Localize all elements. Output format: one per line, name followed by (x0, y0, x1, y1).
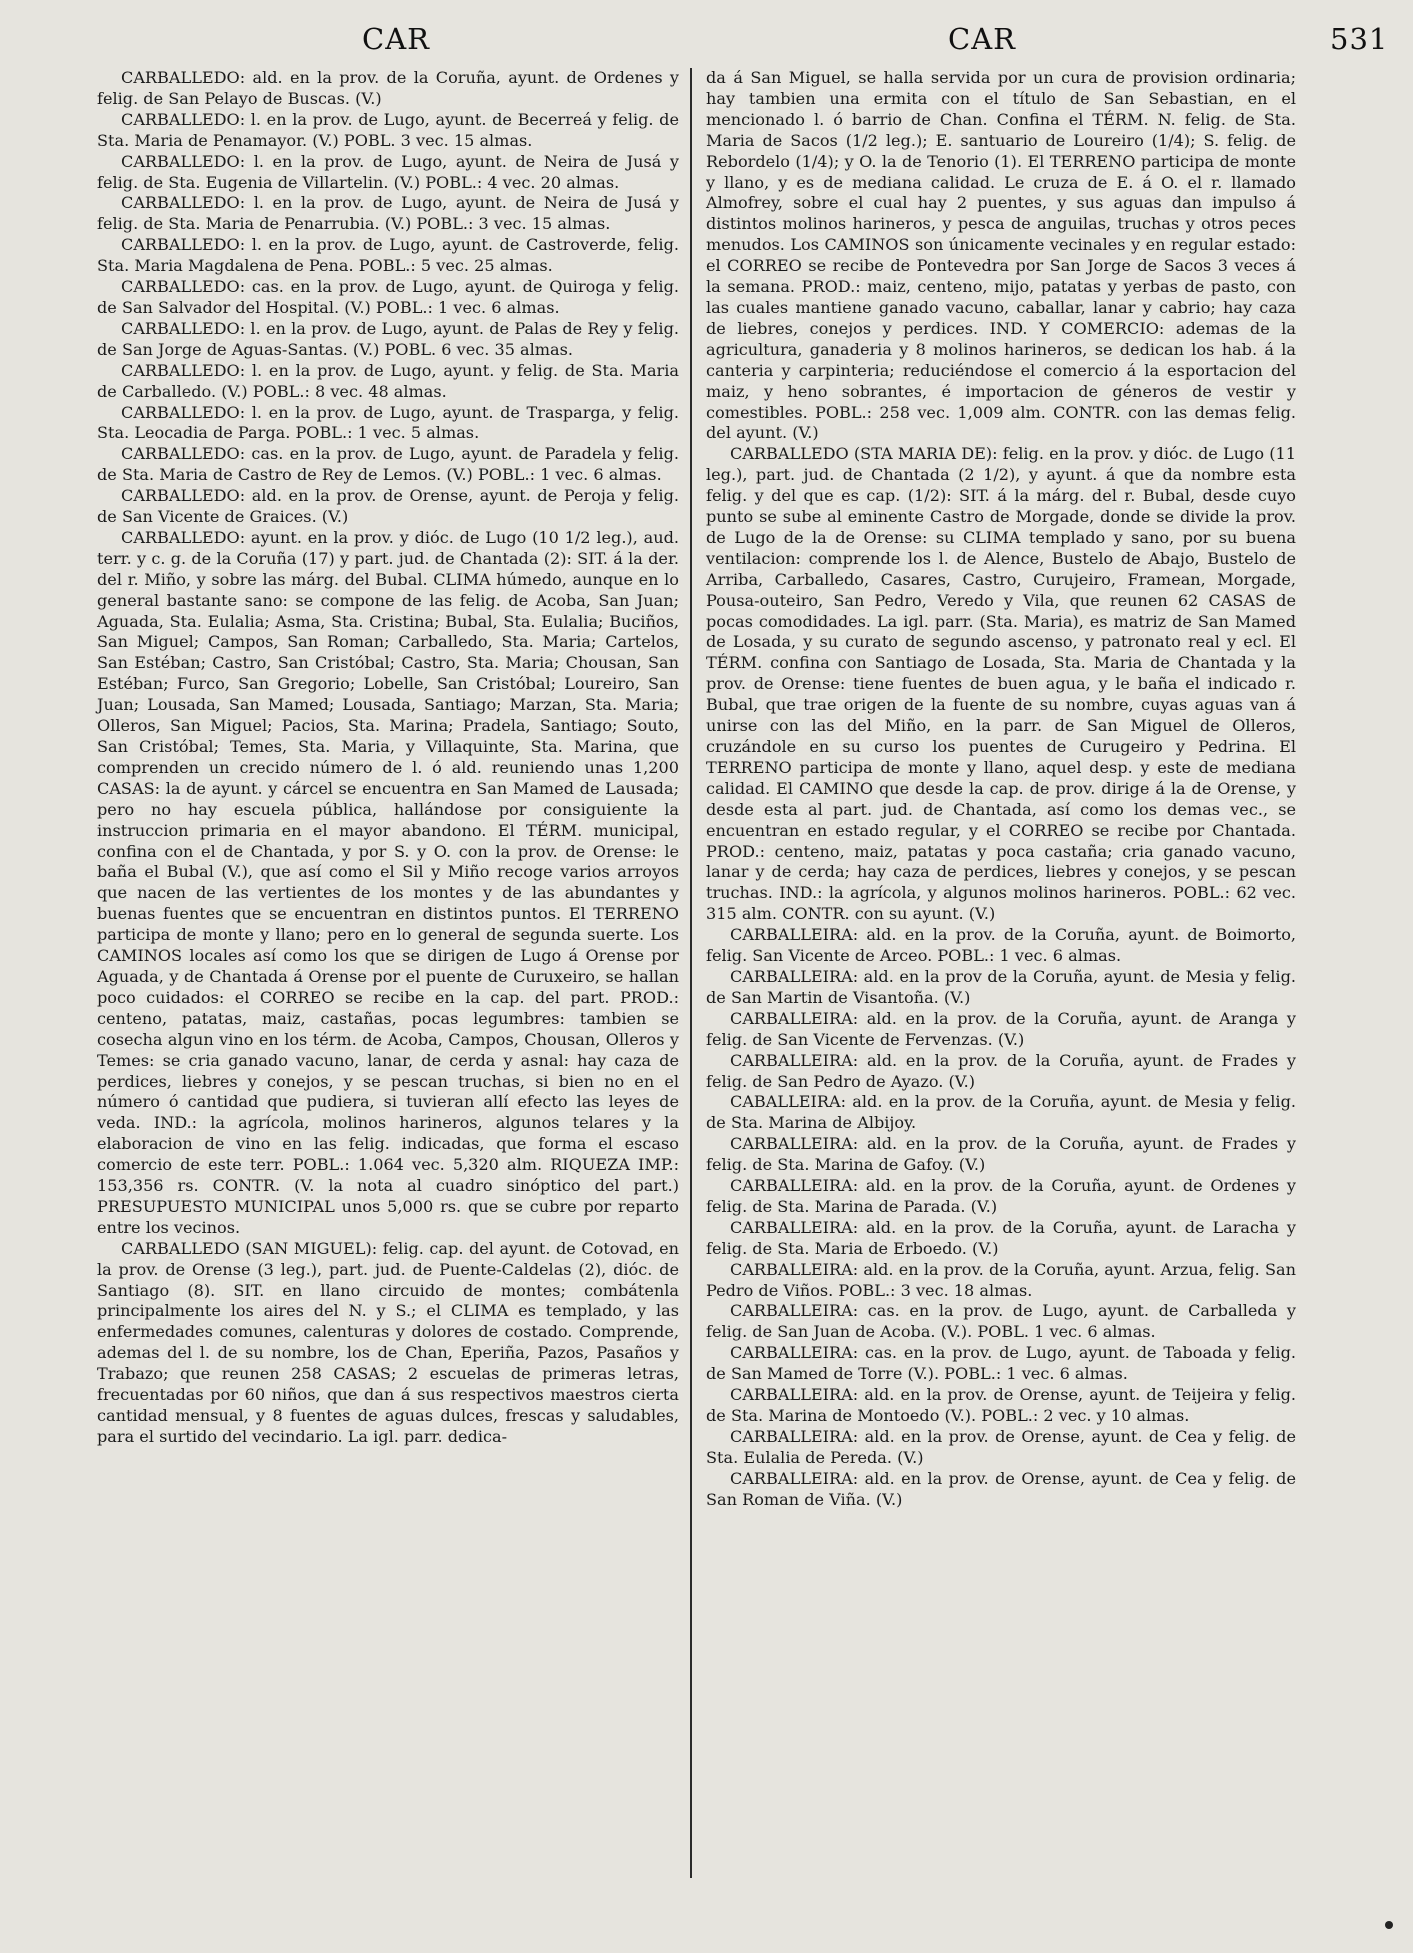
entry: CARBALLEIRA: ald. en la prov. de la Coruña, ayunt. Arzua, felig. San Pedro de Viños. POBL.: 3 vec. 18 almas. (706, 1259, 1296, 1300)
entry: CARBALLEIRA: ald. en la prov. de la Coruña, ayunt. de Boimorto, felig. San Vicente de Arceo. POBL.: 1 vec. 6 almas. (706, 925, 1296, 966)
running-head-left: CAR (362, 22, 430, 56)
entry: CARBALLEDO: cas. en la prov. de Lugo, ayunt. de Paradela y felig. de Sta. Maria de Castro de Rey de Lemos. (V.) POBL.: 1 vec. 6 almas. (97, 444, 679, 485)
entry: CARBALLEDO: l. en la prov. de Lugo, ayunt. de Becerreá y felig. de Sta. Maria de Penamayor. (V.) POBL. 3 vec. 15 almas. (97, 109, 679, 150)
entry: CARBALLEIRA: cas. en la prov. de Lugo, ayunt. de Taboada y felig. de San Mamed de Torre (V.). POBL.: 1 vec. 6 almas. (706, 1343, 1296, 1384)
column-divider (690, 68, 692, 1878)
entry: CARBALLEIRA: ald. en la prov. de la Coruña, ayunt. de Ordenes y felig. de Sta. Marina de Parada. (V.) (706, 1176, 1296, 1216)
entry: CARBALLEIRA: ald. en la prov de la Coruña, ayunt. de Mesia y felig. de San Martin de Visantoña. (V.) (706, 966, 1296, 1007)
entry: CARBALLEIRA: ald. en la prov. de la Coruña, ayunt. de Laracha y felig. de Sta. Maria de Erboedo. (V.) (706, 1217, 1296, 1258)
entry: CARBALLEDO: l. en la prov. de Lugo, ayunt. de Trasparga, y felig. Sta. Leocadia de Parga. POBL.: 1 vec. 5 almas. (97, 402, 679, 443)
left-column (97, 68, 679, 1448)
entry-continuation: da á San Miguel, se halla servida por un cura de provision ordinaria; hay tambien una ermita con el título de San Sebastian, en el mencionado l. ó barrio de Chan. Confina el TÉRM. N. felig. de Sta. Maria de Sacos (1/2 leg.); E. santuario de Loureiro (1/4); S. felig. de Rebordelo (1/4); y O. la de Tenorio (1). El TERRENO participa de monte y llano, y es de mediana calidad. Le cruza de E. á O. el r. llamado Almofrey, sobre el cual hay 2 puentes, y sus aguas dan impulso á distintos molinos harineros, y pesca de anguilas, truchas y otros peces menudos. Los CAMINOS son únicamente vecinales y en regular estado: el CORREO se recibe de Pontevedra por San Jorge de Sacos 3 veces á la semana. PROD.: maiz, centeno, mijo, patatas y yerbas de pasto, con las cuales mantiene ganado vacuno, caballar, lanar y cabrio; hay caza de liebres, conejos y perdices. IND. Y COMERCIO: ademas de la agricultura, ganaderia y 8 molinos harineros, se dedican los hab. á la canteria y carpinteria; reduciéndose el comercio á la esportacion del maiz, y heno sobrantes, é importacion de géneros de vestir y comestibles. POBL.: 258 vec. 1,009 alm. CONTR. con las demas felig. del ayunt. (V.) (706, 68, 1296, 443)
entry: CARBALLEDO: ayunt. en la prov. y dióc. de Lugo (10 1/2 leg.), aud. terr. y c. g. de la Coruña (17) y part. jud. de Chantada (2): SIT. á la der. del r. Miño, y sobre las márg. del Bubal. CLIMA húmedo, aunque en lo general bastante sano: se compone de las felig. de Acoba, San Juan; Aguada, Sta. Eulalia; Asma, Sta. Cristina; Bubal, Sta. Eulalia; Buciños, San Miguel; Campos, San Roman; Carballedo, Sta. Maria; Cartelos, San Estéban; Castro, San Cristóbal; Castro, Sta. Maria; Chousan, San Estéban; Furco, San Gregorio; Lobelle, San Cristóbal; Loureiro, San Juan; Lousada, San Mamed; Lousada, Santiago; Marzan, Sta. Maria; Olleros, San Miguel; Pacios, Sta. Marina; Pradela, Santiago; Souto, San Cristóbal; Temes, Sta. Maria, y Villaquinte, Sta. Marina, que comprenden un crecido número de l. ó ald. reuniendo unas 1,200 CASAS: la de ayunt. y cárcel se encuentra en San Mamed de Lausada; pero no hay escuela pública, hallándose por consiguiente la instruccion primaria en el mayor abandono. El TÉRM. municipal, confina con el de Chantada, y por S. y O. con la prov. de Orense: le baña el Bubal (V.), que así como el Sil y Miño recoge varios arroyos que nacen de las vertientes de los montes y de las abundantes y buenas fuentes que se encuentran en distintos puntos. El TERRENO participa de monte y llano; pero en lo general de segunda suerte. Los CAMINOS locales así como los que se dirigen de Lugo á Orense por Aguada, y de Chantada á Orense por el puente de Curuxeiro, se hallan poco cuidados: el CORREO se recibe en la cap. del part. PROD.: centeno, patatas, maiz, castañas, pocas legumbres: tambien se cosecha algun vino en los térm. de Acoba, Campos, Chousan, Olleros y Temes: se cria ganado vacuno, lanar, de cerda y asnal: hay caza de perdices, liebres y conejos, y se pescan truchas, si bien no en el número ó cantidad que pudiera, si tuvieran allí efecto las leyes de veda. IND.: la agrícola, molinos harineros, algunos telares y la elaboracion de vino en las felig. indicadas, que forma el escaso comercio de este terr. POBL.: 1.064 vec. 5,320 alm. RIQUEZA IMP.: 153,356 rs. CONTR. (V. la nota al cuadro sinóptico del part.) PRESUPUESTO MUNICIPAL unos 5,000 rs. que se cubre por reparto entre los vecinos. (97, 527, 679, 1237)
entry: CARBALLEDO: l. en la prov. de Lugo, ayunt. de Palas de Rey y felig. de San Jorge de Aguas-Santas. (V.) POBL. 6 vec. 35 almas. (97, 318, 679, 359)
page-number: 531 (1330, 22, 1389, 56)
entry: CARBALLEDO: cas. en la prov. de Lugo, ayunt. de Quiroga y felig. de San Salvador del Hospital. (V.) POBL.: 1 vec. 6 almas. (97, 277, 679, 317)
right-column (706, 68, 1296, 1511)
entry: CARBALLEIRA: ald. en la prov. de Orense, ayunt. de Cea y felig. de Sta. Eulalia de Pereda. (V.) (706, 1426, 1296, 1467)
entry: CARBALLEDO: l. en la prov. de Lugo, ayunt. de Neira de Jusá y felig. de Sta. Maria de Penarrubia. (V.) POBL.: 3 vec. 15 almas. (97, 193, 679, 234)
entry: CARBALLEIRA: ald. en la prov. de la Coruña, ayunt. de Frades y felig. de Sta. Marina de Gafoy. (V.) (706, 1134, 1296, 1175)
entry: CABALLEIRA: ald. en la prov. de la Coruña, ayunt. de Mesia y felig. de Sta. Marina de Albijoy. (706, 1092, 1296, 1133)
entry: CARBALLEIRA: ald. en la prov. de la Coruña, ayunt. de Frades y felig. de San Pedro de Ayazo. (V.) (706, 1050, 1296, 1091)
running-head-right: CAR (948, 22, 1016, 56)
ink-speck (1385, 1921, 1393, 1929)
entry: CARBALLEIRA: ald. en la prov. de Orense, ayunt. de Cea y felig. de San Roman de Viña. (V.) (706, 1468, 1296, 1509)
entry: CARBALLEDO: l. en la prov. de Lugo, ayunt. de Neira de Jusá y felig. de Sta. Eugenia de Villartelin. (V.) POBL.: 4 vec. 20 almas. (97, 151, 679, 192)
entry: CARBALLEDO: l. en la prov. de Lugo, ayunt. y felig. de Sta. Maria de Carballedo. (V.) POBL.: 8 vec. 48 almas. (97, 360, 679, 401)
entry: CARBALLEDO: ald. en la prov. de la Coruña, ayunt. de Ordenes y felig. de San Pelayo de Buscas. (V.) (97, 68, 679, 108)
entry: CARBALLEIRA: ald. en la prov. de Orense, ayunt. de Teijeira y felig. de Sta. Marina de Montoedo (V.). POBL.: 2 vec. y 10 almas. (706, 1385, 1296, 1425)
entry: CARBALLEIRA: ald. en la prov. de la Coruña, ayunt. de Aranga y felig. de San Vicente de Fervenzas. (V.) (706, 1008, 1296, 1049)
entry: CARBALLEDO (SAN MIGUEL): felig. cap. del ayunt. de Cotovad, en la prov. de Orense (3 leg.), part. jud. de Puente-Caldelas (2), dióc. de Santiago (8). SIT. en llano circuido de montes; combátenla principalmente los aires del N. y S.; el CLIMA es templado, y las enfermedades comunes, calenturas y dolores de costado. Comprende, ademas del l. de su nombre, los de Chan, Eperiña, Pazos, Pasaños y Trabazo; que reunen 258 CASAS; 2 escuelas de primeras letras, frecuentadas por 60 niños, que dan á sus respectivos maestros cierta cantidad mensual, y 8 fuentes de aguas dulces, frescas y saludables, para el surtido del vecindario. La igl. parr. dedica- (97, 1238, 679, 1446)
entry: CARBALLEDO (STA MARIA DE): felig. en la prov. y dióc. de Lugo (11 leg.), part. jud. de Chantada (2 1/2), y ayunt. á que da nombre esta felig. y del que es cap. (1/2): SIT. á la márg. del r. Bubal, desde cuyo punto se sube al eminente Castro de Morgade, donde se divide la prov. de Lugo de la de Orense: su CLIMA templado y sano, por su buena ventilacion: comprende los l. de Alence, Bustelo de Abajo, Bustelo de Arriba, Carballedo, Casares, Castro, Curujeiro, Framean, Morgade, Pousa-outeiro, San Pedro, Veredo y Vila, que reunen 62 CASAS de pocas comodidades. La igl. parr. (Sta. Maria), es matriz de San Mamed de Losada, y su curato de segundo ascenso, y patronato real y ecl. El TÉRM. confina con Santiago de Losada, Sta. Maria de Chantada y la prov. de Orense: tiene fuentes de buen agua, y le baña el indicado r. Bubal, que trae origen de la fuente de su nombre, cuyas aguas van á unirse con las del Miño, en la parr. de San Miguel de Olleros, cruzándole en su curso los puentes de Curugeiro y Pedrina. El TERRENO participa de monte y llano, aquel desp. y este de mediana calidad. El CAMINO que desde la cap. de prov. dirige á la de Orense, y desde esta al part. jud. de Chantada, así como los demas vec., se encuentran en estado regular, y el CORREO se recibe por Chantada. PROD.: centeno, maiz, patatas y poca castaña; cria ganado vacuno, lanar y de cerda; hay caza de perdices, liebres y conejos, y se pescan truchas. IND.: la agrícola, y algunos molinos harineros. POBL.: 62 vec. 315 alm. CONTR. con su ayunt. (V.) (706, 444, 1296, 924)
entry: CARBALLEDO: l. en la prov. de Lugo, ayunt. de Castroverde, felig. Sta. Maria Magdalena de Pena. POBL.: 5 vec. 25 almas. (97, 235, 679, 276)
entry: CARBALLEIRA: cas. en la prov. de Lugo, ayunt. de Carballeda y felig. de San Juan de Acoba. (V.). POBL. 1 vec. 6 almas. (706, 1301, 1296, 1342)
entry: CARBALLEDO: ald. en la prov. de Orense, ayunt. de Peroja y felig. de San Vicente de Graices. (V.) (97, 486, 679, 527)
